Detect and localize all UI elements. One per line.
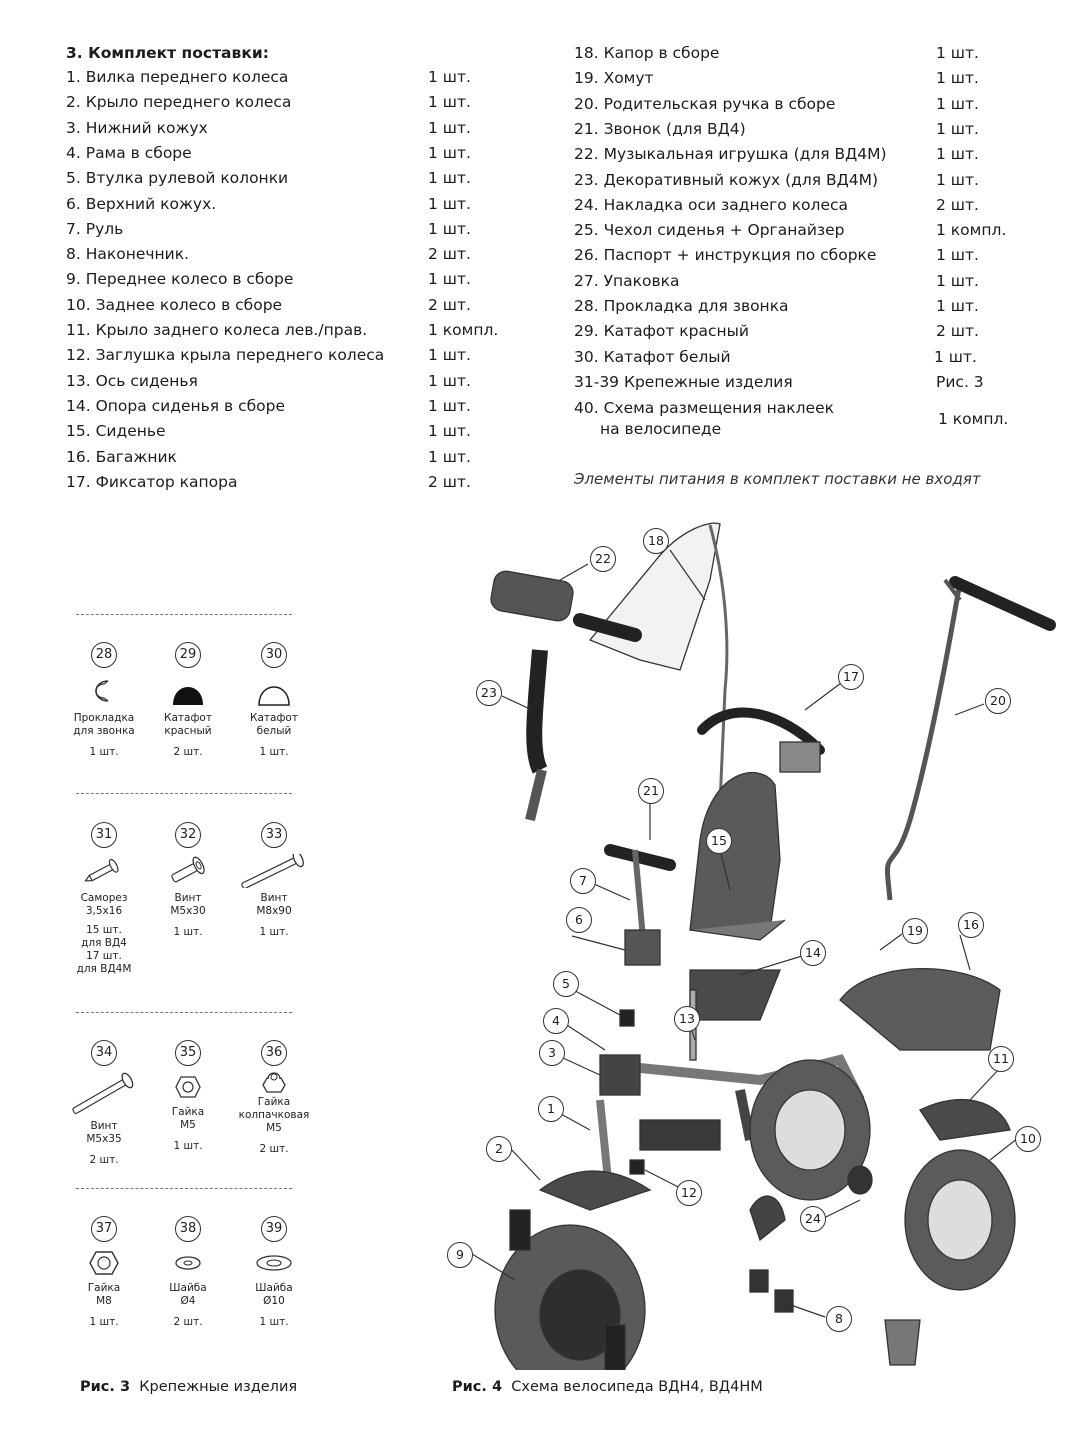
item-name: 7. Руль [66,219,124,238]
item-qty: 2 шт. [936,322,979,341]
item-name: 10. Заднее колесо в сборе [66,295,283,314]
item-qty: 1 шт. [428,422,471,441]
callout-19: 19 [902,918,928,944]
part-qty: 1 шт. [89,746,119,758]
divider [76,614,292,615]
white-reflector-icon [254,675,294,707]
callout-2: 2 [486,1136,512,1162]
callout-17: 17 [838,664,864,690]
item-qty: 1 шт. [936,246,979,265]
part-qty: 1 шт. [173,1140,203,1152]
item-qty: 1 компл. [428,321,499,339]
part-label: Катафот красный [164,712,212,737]
part-number: 34 [91,1040,117,1066]
item-qty: 2 шт. [936,195,979,214]
part-qty: 2 шт. [89,1154,119,1166]
item-name: 13. Ось сиденья [66,371,198,390]
part-qty: 1 шт. [259,1316,289,1328]
fastener-31 [59,822,149,976]
item-qty: 1 шт. [936,145,979,164]
item-qty: 1 шт. [428,219,471,238]
item-qty: 2 шт. [428,472,471,491]
item-qty: 1 компл. [936,221,1007,240]
music-toy-shape [489,569,575,622]
item-qty: 1 шт. [428,270,471,289]
fastener-30 [229,642,319,759]
item-name: 28. Прокладка для звонка [574,297,789,315]
callout-14: 14 [800,940,826,966]
item-name: 27. Упаковка [574,271,680,290]
figure-label: Рис. 4 [452,1379,503,1395]
callout-20: 20 [985,688,1011,714]
tricycle-exploded-diagram [440,520,1060,1370]
fastener-35 [143,1040,233,1153]
fastener-28 [59,642,149,759]
item-name: 24. Накладка оси заднего колеса [574,195,848,214]
item-name-cont: на велосипеде [600,420,722,438]
part-qty: 1 шт. [89,1316,119,1328]
item-qty: 1 шт. [428,194,471,213]
callout-12: 12 [676,1180,702,1206]
item-qty: 1 шт. [428,118,471,137]
item-qty: 1 шт. [936,119,979,138]
item-name: 2. Крыло переднего колеса [66,93,292,112]
nut-icon [87,1248,121,1278]
item-name: 1. Вилка переднего колеса [66,68,289,86]
item-name: 31-39 Крепежные изделия [574,372,793,391]
parts-list-right [574,44,1044,444]
item-name: 20. Родительская ручка в сборе [574,94,836,113]
part-label: Винт М5x30 [170,892,206,917]
item-name: 25. Чехол сиденья + Органайзер [574,221,845,240]
callout-5: 5 [553,971,579,997]
callout-11: 11 [988,1046,1014,1072]
figure-3-caption [80,1379,297,1395]
item-name: 9. Переднее колесо в сборе [66,270,294,289]
part-label: Винт М8x90 [256,892,292,917]
part-qty: 2 шт. [173,746,203,758]
parts-list-left [66,68,506,498]
part-label: Гайка М8 [87,1282,121,1307]
item-qty: 1 шт. [934,347,977,366]
basket-shape [840,969,1000,1050]
item-qty: 1 шт. [936,297,979,315]
item-qty: 1 шт. [936,69,979,88]
fastener-36 [229,1040,319,1156]
figure-text: Схема велосипеда ВДН4, ВД4НМ [511,1379,763,1395]
part-number: 28 [91,642,117,668]
item-qty: 2 шт. [428,245,471,264]
bolt-short-icon [163,855,213,887]
divider [76,1188,292,1189]
item-qty: 1 шт. [936,94,979,113]
parent-handle-shape [887,582,960,900]
figure-label: Рис. 3 [80,1379,131,1395]
part-label: Катафот белый [250,712,298,737]
part-qty: 1 шт. [259,926,289,938]
item-name: 40. Схема размещения наклеек [574,399,834,417]
callout-18: 18 [643,528,669,554]
item-name: 17. Фиксатор капора [66,472,238,491]
callout-15: 15 [706,828,732,854]
item-qty: 1 шт. [936,170,979,189]
item-name: 18. Капор в сборе [574,44,720,62]
item-name: 12. Заглушка крыла переднего колеса [66,346,385,365]
item-name: 30. Катафот белый [574,347,731,366]
part-qty: 2 шт. [259,1143,289,1155]
item-qty: 2 шт. [428,295,471,314]
part-number: 35 [175,1040,201,1066]
fastener-34 [59,1040,149,1167]
item-qty: Рис. 3 [936,372,984,391]
item-qty: 1 шт. [936,271,979,290]
nut-icon [173,1073,203,1101]
item-qty: 1 шт. [428,143,471,162]
divider [76,1012,292,1013]
bolt-long-icon [235,854,313,888]
part-qty: 2 шт. [173,1316,203,1328]
red-reflector-icon [168,675,208,707]
item-name: 21. Звонок (для ВД4) [574,119,746,138]
callout-16: 16 [958,912,984,938]
item-name: 5. Втулка рулевой колонки [66,169,289,188]
fastener-37 [59,1216,149,1329]
callout-23: 23 [476,680,502,706]
item-name: 19. Хомут [574,69,654,88]
item-name: 14. Опора сиденья в сборе [66,396,286,415]
callout-9: 9 [447,1242,473,1268]
part-label: Шайба Ø4 [169,1282,207,1307]
part-number: 30 [261,642,287,668]
item-name: 11. Крыло заднего колеса лев./прав. [66,321,368,339]
decorative-cover-shape [534,650,540,770]
part-number: 33 [261,822,287,848]
fastener-39 [229,1216,319,1329]
part-number: 32 [175,822,201,848]
washer-icon [254,1253,294,1273]
item-qty: 1 шт. [428,68,471,86]
callout-3: 3 [539,1040,565,1066]
item-qty: 1 шт. [428,396,471,415]
callout-6: 6 [566,907,592,933]
cap-nut-icon [260,1070,288,1094]
part-label: Прокладка для звонка [73,712,135,737]
fastener-33 [229,822,319,939]
callout-7: 7 [570,868,596,894]
callout-22: 22 [590,546,616,572]
item-qty: 1 шт. [428,371,471,390]
item-name: 4. Рама в сборе [66,143,192,162]
note-batteries: Элементы питания в комплект поставки не входят [574,470,981,488]
divider [76,793,292,794]
item-name: 15. Сиденье [66,422,166,441]
item-qty: 1 шт. [428,169,471,188]
callout-8: 8 [826,1306,852,1332]
callout-13: 13 [674,1006,700,1032]
callout-10: 10 [1015,1126,1041,1152]
callout-21: 21 [638,778,664,804]
screw-icon [79,855,129,887]
item-qty: 1 шт. [428,93,471,112]
figure-4-caption [452,1379,763,1395]
part-label: Винт М5x35 [86,1120,122,1145]
part-label: Гайка М5 [171,1106,205,1131]
item-name: 22. Музыкальная игрушка (для ВД4М) [574,145,887,164]
item-name: 23. Декоративный кожух (для ВД4М) [574,170,879,189]
fastener-38 [143,1216,233,1329]
item-qty: 1 шт. [428,447,471,466]
spacer-icon [84,675,124,707]
item-name: 6. Верхний кожух. [66,194,217,213]
part-number: 37 [91,1216,117,1242]
washer-icon [173,1254,203,1272]
item-name: 29. Катафот красный [574,322,749,341]
part-qty: 1 шт. [259,746,289,758]
bolt-long-icon [65,1072,143,1116]
part-number: 29 [175,642,201,668]
section-title: 3. Комплект поставки: [66,44,269,62]
part-number: 38 [175,1216,201,1242]
item-qty: 1 шт. [428,346,471,365]
item-name: 26. Паспорт + инструкция по сборке [574,246,877,265]
item-name: 16. Багажник [66,447,177,466]
callout-4: 4 [543,1008,569,1034]
figure-text: Крепежные изделия [139,1379,298,1395]
seat-shape [690,773,780,930]
part-label: Саморез 3,5x16 [80,892,128,917]
fastener-29 [143,642,233,759]
part-label: Шайба Ø10 [255,1282,293,1307]
item-qty: 1 шт. [936,44,979,62]
part-label: Гайка колпачковая М5 [238,1096,310,1134]
fastener-32 [143,822,233,939]
item-name: 3. Нижний кожух [66,118,208,137]
part-number: 36 [261,1040,287,1066]
callout-24: 24 [800,1206,826,1232]
item-qty: 1 компл. [938,410,1009,428]
part-number: 39 [261,1216,287,1242]
item-name: 8. Наконечник. [66,245,190,264]
part-qty: 1 шт. [173,926,203,938]
callout-1: 1 [538,1096,564,1122]
part-number: 31 [91,822,117,848]
part-qty: 15 шт. для ВД4 17 шт. для ВД4М [76,924,132,975]
